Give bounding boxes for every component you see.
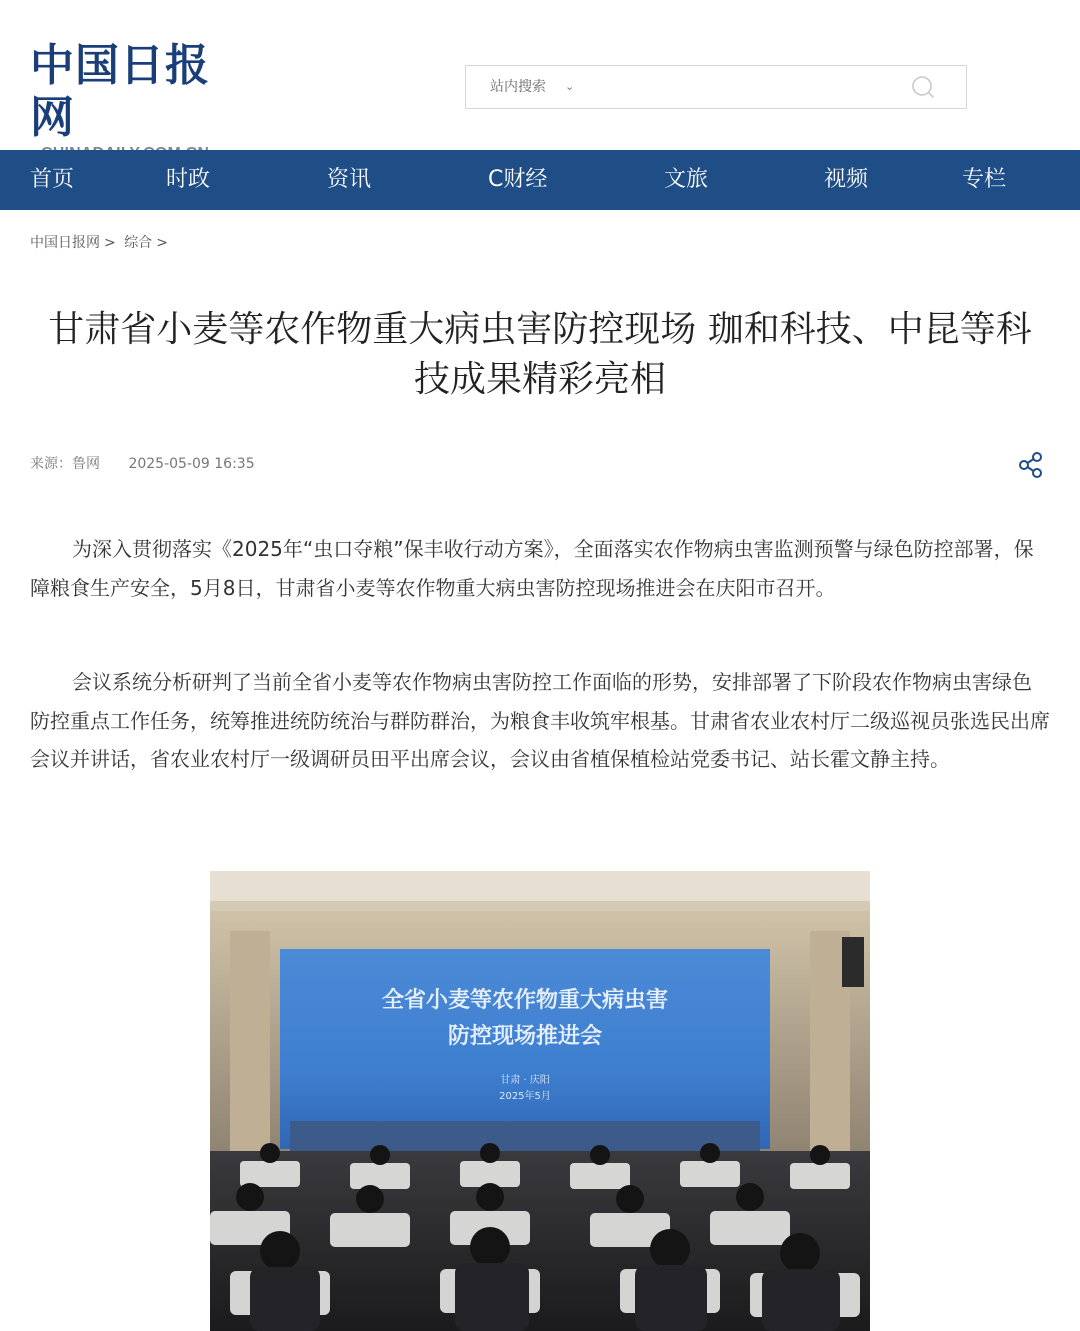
logo-chinese: 中国日报网 <box>30 40 210 143</box>
nav-item-politics[interactable]: 时政 <box>166 167 211 192</box>
share-icon[interactable] <box>1016 450 1046 480</box>
breadcrumb-separator: > <box>104 235 116 251</box>
search-icon[interactable] <box>910 74 936 100</box>
breadcrumb-home-link[interactable]: 中国日报网 <box>30 235 100 251</box>
search-scope-select[interactable]: 站内搜索 <box>490 79 546 95</box>
nav-item-culture-travel[interactable]: 文旅 <box>664 167 709 192</box>
screen-title-line1: 全省小麦等农作物重大病虫害 <box>381 987 669 1013</box>
search-input[interactable] <box>596 72 896 102</box>
chevron-down-icon[interactable]: ⌄ <box>565 80 575 93</box>
main-nav <box>0 150 1080 210</box>
breadcrumb-separator: > <box>156 235 168 251</box>
breadcrumb <box>30 233 172 253</box>
article-source: 来源：鲁网 <box>30 456 100 472</box>
site-logo[interactable] <box>30 40 230 143</box>
article-title: 甘肃省小麦等农作物重大病虫害防控现场 珈和科技、中昆等科技成果精彩亮相 <box>48 309 1032 400</box>
site-header <box>0 0 1080 150</box>
nav-item-video[interactable]: 视频 <box>824 167 869 192</box>
nav-item-finance[interactable]: C财经 <box>488 167 548 192</box>
article-paragraph: 会议系统分析研判了当前全省小麦等农作物病虫害防控工作面临的形势，安排部署了下阶段农作物病虫害绿色防控重点工作任务，统筹推进统防统治与群防群治，为粮食丰收筑牢根基。甘肃省农业农村厅二级巡视员张选民出席会议并讲话，省农业农村厅一级调研员田平出席会议，会议由省植保植检站党委书记、站长霍文静主持。 <box>30 670 1050 771</box>
screen-location: 甘肃 · 庆阳 <box>500 1075 550 1086</box>
nav-item-columns[interactable]: 专栏 <box>962 167 1007 192</box>
site-search <box>465 65 967 109</box>
article-date: 2025-05-09 16:35 <box>128 456 255 472</box>
article-paragraph: 为深入贯彻落实《2025年“虫口夺粮”保丰收行动方案》，全面落实农作物病虫害监测预警与绿色防控部署，保障粮食生产安全，5月8日，甘肃省小麦等农作物重大病虫害防控现场推进会在庆阳市召开。 <box>30 537 1034 600</box>
breadcrumb-category-link[interactable]: 综合 <box>124 235 153 251</box>
screen-date: 2025年5月 <box>499 1091 551 1102</box>
article-photo <box>210 871 870 1331</box>
screen-title-line2: 防控现场推进会 <box>447 1023 603 1049</box>
meeting-hall-photo <box>210 871 870 1331</box>
nav-item-home[interactable]: 首页 <box>30 167 75 192</box>
nav-item-news[interactable]: 资讯 <box>327 167 372 192</box>
article-meta <box>30 454 255 474</box>
